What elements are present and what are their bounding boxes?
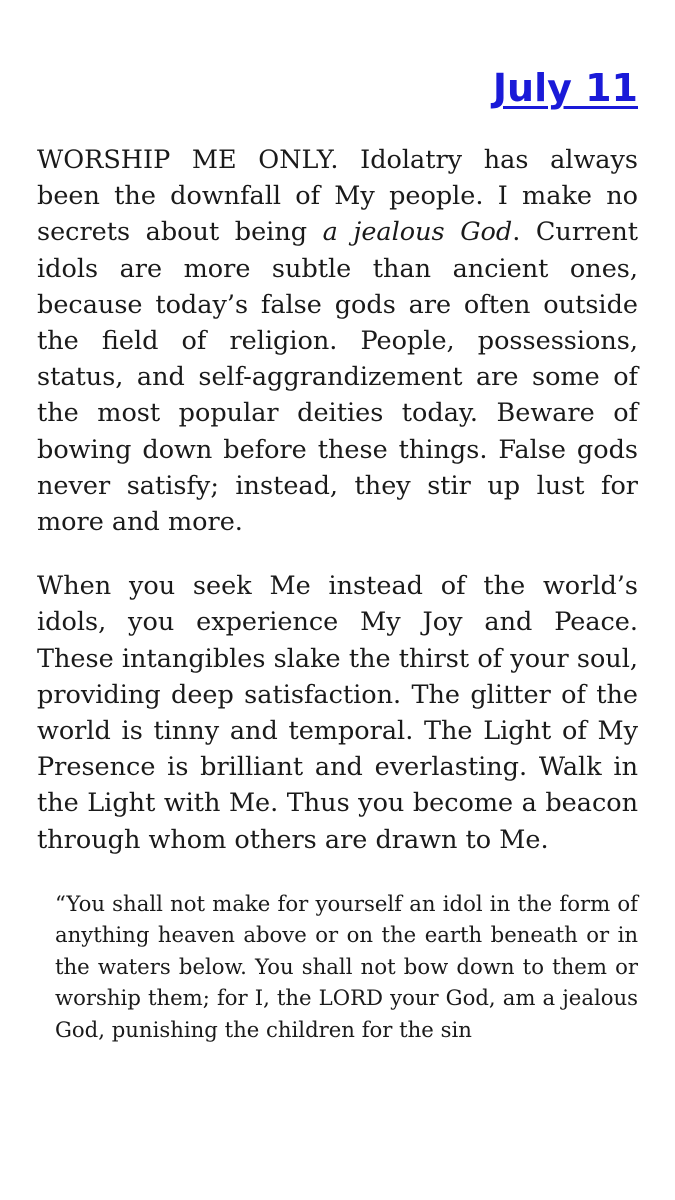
date-link[interactable]: July 11 [492,66,638,110]
date-header [37,0,638,118]
paragraph-1-text-start: WORSHIP ME ONLY. Idolatry has always been the downfall of My people. I make no secrets about being [37,145,638,248]
devotional-paragraph-1 [37,142,638,540]
scripture-quote: “You shall not make for yourself an idol in the form of anything heaven above or on the earth beneath or in the waters below. You shall not bow down to them or worship them; for I, the LORD your God, am a jealous God, punishing the children for the sin [55,890,638,1042]
paragraph-1-text-end: . Current idols are more subtle than ancient ones, because today’s false gods are often outside the field of religion. People, possessions, status, and self-aggrandizement are some of the most popular deities today. Beware of bowing down before these things. False gods never satisfy; instead, they stir up lust for more and more. [37,217,638,538]
devotional-paragraph-2: When you seek Me instead of the world’s idols, you experience My Joy and Peace. These intangibles slake the thirst of your soul, providing deep satisfaction. The glitter of the world is tinny and temporal. The Light of My Presence is brilliant and everlasting. Walk in the Light with Me. Thus you become a beacon through whom others are drawn to Me. [37,571,638,855]
reading-page [37,0,638,1045]
italic-phrase: a jealous God [322,217,513,248]
